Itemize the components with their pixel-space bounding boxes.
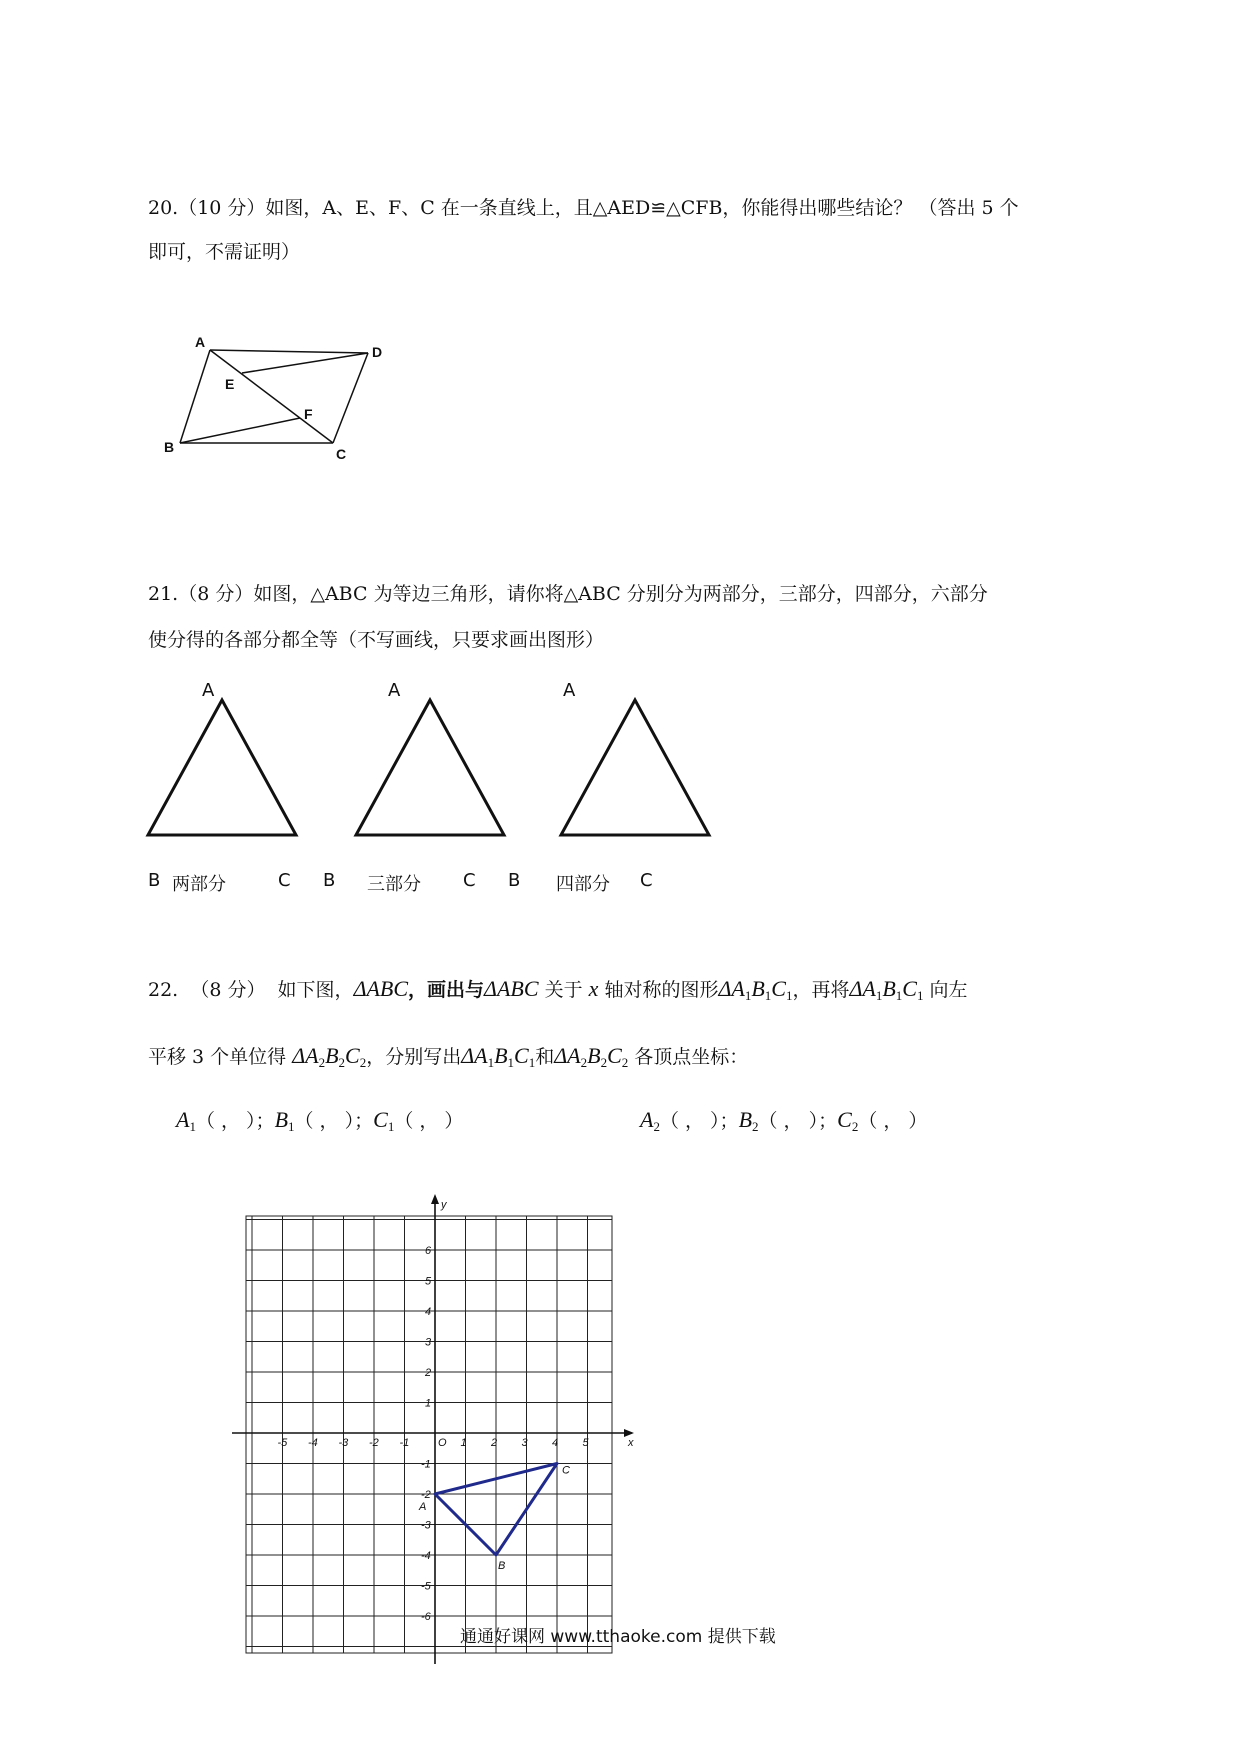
q22-answers-set2: $A_2$（ ， ）；$B_2$（ ， ）；$C_2$（ ， ） <box>640 1107 928 1134</box>
point-e-label: E <box>225 376 235 392</box>
triangle1-left-label: B <box>148 870 161 891</box>
x-tick-label: -3 <box>338 1437 349 1449</box>
q21-line2: 使分得的各部分都全等（不写画线，只要求画出图形） <box>148 629 605 651</box>
y-tick-label: -2 <box>421 1489 431 1501</box>
x-tick-label: 1 <box>460 1437 467 1449</box>
y-tick-label: -6 <box>421 1611 431 1623</box>
triangle1-right-label: C <box>278 870 291 891</box>
triangle2-caption: 三部分 <box>367 874 421 895</box>
x-tick-label: -5 <box>277 1437 288 1449</box>
point-d-label: D <box>372 344 383 360</box>
q22-line2: 平移 3 个单位得 $\Delta A_2B_2C_2$，分别写出$\Delta A_1B_1C_1$和$\Delta A_2B_2C_2$ 各顶点坐标： <box>148 1043 749 1070</box>
x-axis-arrow <box>624 1429 634 1437</box>
origin-label: O <box>438 1437 447 1449</box>
x-axis-label: x <box>628 1437 634 1449</box>
q22-answers-set1: $A_1$（ ， ）；$B_1$（ ， ）；$C_1$（ ， ） <box>176 1107 464 1134</box>
y-axis-label: y <box>441 1199 447 1211</box>
vertex-a-label: A <box>419 1501 427 1513</box>
point-b-label: B <box>164 439 175 455</box>
triangle1-top-label: A <box>202 680 215 701</box>
x-tick-label: -2 <box>369 1437 379 1449</box>
y-axis-arrow <box>431 1194 439 1204</box>
triangle1-caption: 两部分 <box>172 874 226 895</box>
q22-line1: 22. （8 分） 如下图，ΔABC，画出与ΔABC 关于 x 轴对称的图形$\Delta A_1B_1C_1$，再将$\Delta A_1B_1C_1$ 向左 <box>148 976 968 1003</box>
y-tick-label: 2 <box>425 1367 432 1379</box>
triangle3-right-label: C <box>640 870 653 891</box>
triangle3-top-label: A <box>563 680 576 701</box>
vertex-b-label: B <box>498 1560 506 1572</box>
x-tick-label: -4 <box>308 1437 318 1449</box>
y-tick-label: 5 <box>425 1275 432 1288</box>
x-tick-label: 4 <box>552 1437 559 1449</box>
y-tick-label: 6 <box>425 1245 432 1257</box>
triangle2-left-label: B <box>323 870 336 891</box>
point-c-label: C <box>336 446 347 462</box>
triangle3-left-label: B <box>508 870 521 891</box>
y-tick-label: 1 <box>425 1397 432 1410</box>
x-tick-label: 3 <box>521 1437 528 1449</box>
y-tick-label: -1 <box>421 1458 431 1471</box>
triangle2-right-label: C <box>463 870 476 891</box>
q20-line1: 20.（10 分）如图，A、E、F、C 在一条直线上，且△AED≌△CFB，你能得出哪些结论？ （答出 5 个 <box>148 197 1019 219</box>
triangle2-top-label: A <box>388 680 401 701</box>
x-tick-label: 5 <box>582 1437 589 1449</box>
x-tick-label: -1 <box>399 1437 410 1449</box>
y-tick-label: -4 <box>421 1550 431 1562</box>
x-tick-label: 2 <box>491 1437 498 1449</box>
point-f-label: F <box>304 406 313 422</box>
y-tick-label: 4 <box>425 1306 432 1318</box>
y-tick-label: 3 <box>425 1336 432 1349</box>
y-tick-label: -5 <box>421 1580 431 1593</box>
q21-line1: 21.（8 分）如图，△ABC 为等边三角形，请你将△ABC 分别分为两部分，三部分，四部分，六部分 <box>148 583 988 605</box>
point-a-label: A <box>195 334 206 350</box>
q20-line2: 即可，不需证明） <box>148 241 301 263</box>
footer-watermark: 通通好课网 www.tthaoke.com 提供下载 <box>460 1627 776 1647</box>
y-tick-label: -3 <box>421 1519 431 1532</box>
vertex-c-label: C <box>562 1464 570 1477</box>
triangle3-caption: 四部分 <box>556 874 610 895</box>
